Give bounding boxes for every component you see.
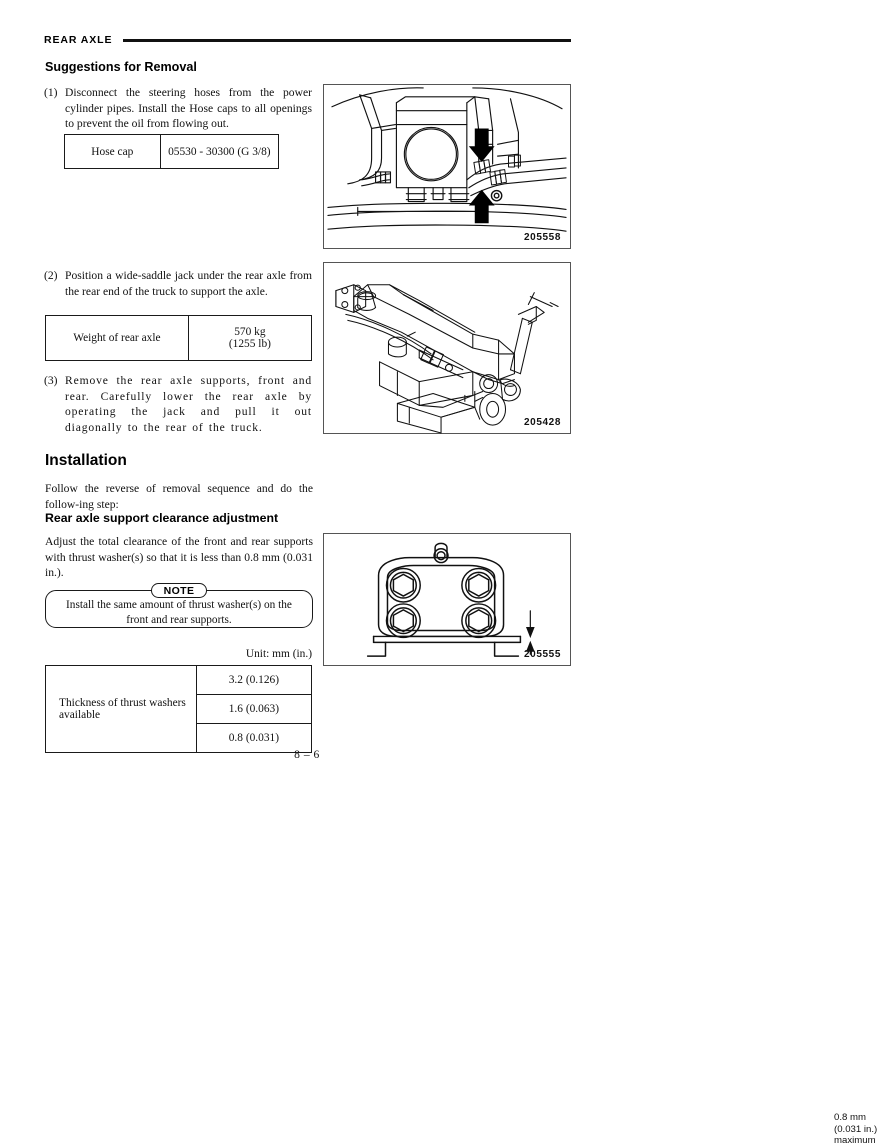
callout-line-3: maximum (834, 1135, 876, 1147)
clearance-adjustment-body: Adjust the total clearance of the front and rear supports with thrust washer(s) so that it is less than 0.8 mm (0.031 in.). (45, 535, 313, 580)
note-text: Install the same amount of thrust washer(s) on the front and rear supports. (66, 599, 292, 626)
suggestions-heading: Suggestions for Removal (45, 60, 197, 74)
steering-hose-connection-drawing (324, 85, 570, 248)
figure-number-205558: 205558 (524, 232, 561, 243)
step-3-text: Remove the rear axle supports, front and rear. Carefully lower the rear axle by operating the jack and pull it out diagonally to the rear of the truck. (65, 374, 312, 434)
step-2-text: Position a wide-saddle jack under the rear axle from the rear end of the truck to support the axle. (65, 269, 312, 298)
figure-steering-hose-connection (323, 84, 571, 249)
hose-cap-table (64, 134, 279, 169)
washer-stack (462, 568, 496, 601)
weight-value-lb: (1255 lb) (228, 338, 271, 350)
thrust-washer-table (45, 665, 312, 753)
step-2 (44, 268, 312, 299)
reference-marker (491, 191, 501, 201)
step-2-number: (2) (44, 269, 58, 282)
step-3 (44, 373, 312, 435)
thrust-washer-value-3: 0.8 (0.031) (196, 724, 311, 753)
thrust-washer-value-1: 3.2 (0.126) (196, 666, 311, 695)
step-1-text: Disconnect the steering hoses from the power cylinder pipes. Install the Hose caps to all openings to prevent the oil from flowing out. (65, 86, 312, 131)
callout-line-2: (0.031 in.) (834, 1123, 877, 1135)
washer-stack (386, 568, 420, 601)
figure-number-205555: 205555 (524, 649, 561, 660)
clearance-callout (834, 1112, 877, 1147)
weight-value-kg: 570 kg (234, 326, 266, 338)
washer-stack (386, 604, 420, 637)
support-clearance-drawing (324, 534, 570, 665)
note-box (45, 583, 313, 628)
unit-label: Unit: mm (in.) (245, 648, 312, 660)
callout-line-1: 0.8 mm (834, 1112, 866, 1123)
washer-stack (462, 604, 496, 637)
hose-cap-label: Hose cap (65, 135, 161, 169)
dimension-arrows (527, 611, 534, 654)
step-1-number: (1) (44, 86, 58, 99)
step-1 (44, 85, 312, 132)
header-title: REAR AXLE (44, 34, 113, 46)
header-rule (123, 39, 571, 42)
installation-heading: Installation (45, 452, 127, 469)
table-row (46, 666, 312, 695)
installation-intro: Follow the reverse of removal sequence and do the follow-ing step: (45, 482, 313, 511)
table-row (46, 316, 312, 361)
clearance-adjustment-heading: Rear axle support clearance adjustment (45, 511, 279, 525)
thrust-washer-label: Thickness of thrust washers available (46, 666, 197, 753)
page-footer: 8 – 6 (294, 748, 320, 761)
thrust-washer-value-2: 1.6 (0.063) (196, 695, 311, 724)
step-3-number: (3) (44, 374, 58, 387)
figure-support-clearance (323, 533, 877, 1147)
figure-wide-saddle-jack (323, 262, 571, 434)
table-row (65, 135, 279, 169)
note-label: NOTE (151, 583, 207, 598)
wide-saddle-jack-drawing (324, 263, 570, 433)
weight-label: Weight of rear axle (46, 316, 189, 361)
rear-axle-weight-table (45, 315, 312, 361)
weight-value (188, 316, 311, 361)
hose-cap-value: 05530 - 30300 (G 3/8) (160, 135, 278, 169)
figure-number-205428: 205428 (524, 417, 561, 428)
page-header (44, 30, 571, 50)
